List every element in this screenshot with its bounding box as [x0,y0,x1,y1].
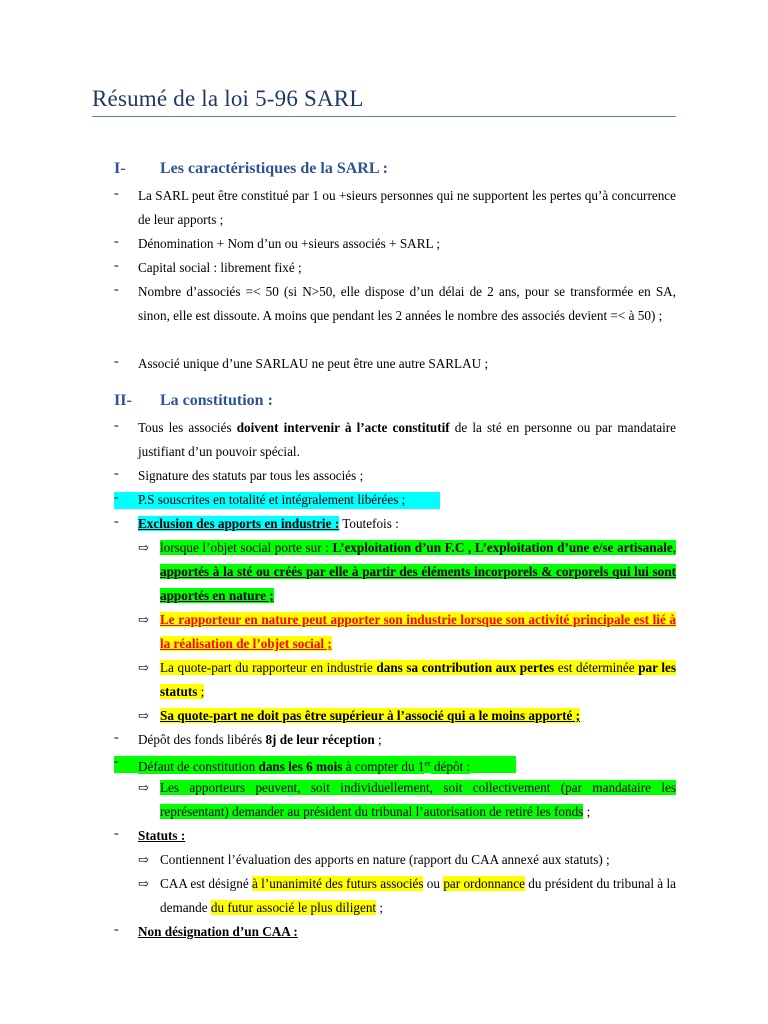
text-run: de la sté en personne ou par mandataire justifiant d’un pouvoir spécial. [138,420,676,459]
text-run: ; [376,900,384,915]
bold-text: dans les 6 mois [258,759,343,775]
highlighted-text: P.S souscrites en totalité et intégralement libérées ; [138,492,406,507]
text-run: ; [374,732,382,747]
list-item [138,824,676,848]
list-item [138,416,676,464]
bullet-marker: - [114,826,119,841]
arrow-icon: ⇨ [138,612,149,627]
text-run: dépôt : [430,759,471,775]
text-run: du président du tribunal à la demande [160,876,676,915]
bullet-marker: - [114,514,119,529]
sub-list-item: Contiennent l’évaluation des apports en nature (rapport du CAA annexé aux statuts) ; [160,852,610,867]
bullet-marker: - [114,234,119,249]
list-item: Signature des statuts par tous les associés ; [138,468,364,483]
arrow-icon: ⇨ [138,540,149,555]
section-2-heading [114,392,273,410]
arrow-icon: ⇨ [138,780,149,795]
text-run: à compter du 1 [342,759,425,775]
text-run: CAA est désigné [160,876,252,891]
bold-text: par les statuts [160,660,676,699]
section-1-title: Les caractéristiques de la SARL : [160,160,388,177]
arrow-icon: ⇨ [138,708,149,723]
highlighted-text: Les apporteurs peuvent, soit individuellement, soit collectivement (par mandataire les représentant) demander au président du tribunal l’autorisation de retiré les fonds [160,780,676,819]
list-item: Dénomination + Nom d’un ou +sieurs associés + SARL ; [138,236,441,251]
bullet-marker: - [114,754,119,769]
underlined-bold-text: Exclusion des apports en industrie : [138,516,340,531]
text-run: ; [197,684,205,699]
list-item: Nombre d’associés =< 50 (si N>50, elle dispose d’un délai de 2 ans, pour se transformée en SA, sinon, elle est dissoute. A moins que pendant les 2 années le nombre des associés devient =< à 50) ; [138,284,676,323]
arrow-icon: ⇨ [138,660,149,675]
text-run: ; [583,804,591,819]
sub-list-item [160,704,676,728]
section-1-number: I- [114,160,126,177]
list-item: Capital social : librement fixé ; [138,260,302,275]
underlined-bold-text: Non désignation d’un CAA : [138,924,298,939]
sub-list-item [160,656,676,704]
bullet-marker: - [114,258,119,273]
sub-list-item [160,608,676,656]
highlighted-text: du futur associé le plus diligent [210,900,377,915]
bullet-marker: - [114,354,119,369]
list-item [138,728,676,752]
list-item: La SARL peut être constitué par 1 ou +sieurs personnes qui ne supportent les pertes qu’à concurrence de leur apports ; [138,188,676,227]
bold-text: L’exploitation d’un F.C , L’exploitation d’une e/se artisanale [332,540,673,555]
section-2-title: La constitution : [160,392,273,409]
text-run: Tous les associés [138,420,237,435]
sub-list-item [160,872,676,920]
bullet-marker: - [114,418,119,433]
title-underline [92,116,676,117]
bullet-marker: - [114,186,119,201]
list-item: Associé unique d’une SARLAU ne peut être une autre SARLAU ; [138,356,489,371]
highlighted-text: par ordonnance [443,876,525,891]
superscript: er [424,759,431,768]
bold-text: doivent intervenir à l’acte constitutif [236,420,450,435]
bold-text: 8j de leur réception [265,732,375,747]
underlined-bold-text: Statuts : [138,828,186,843]
bullet-marker: - [114,282,119,297]
sub-list-item [160,776,676,824]
highlighted-text: à l’unanimité des futurs associés [252,876,424,891]
arrow-icon: ⇨ [138,852,149,867]
text-run: Toutefois : [339,516,399,531]
highlighted-text: lorsque l’objet social porte sur : [160,540,333,555]
bullet-marker: - [114,490,119,505]
list-item [138,920,676,944]
text-run: est déterminée [554,660,639,675]
arrow-icon: ⇨ [138,876,149,891]
highlighted-text: Défaut de constitution [138,759,259,775]
sub-list-item [160,536,676,608]
list-item [138,512,676,536]
text-run: , [672,540,677,555]
bold-text: dans sa contribution aux pertes [376,660,555,675]
bullet-marker: - [114,922,119,937]
section-1-heading [114,160,388,178]
page-title: Résumé de la loi 5-96 SARL [92,86,364,111]
list-item [138,488,676,512]
text-run: Dépôt des fonds libérés [138,732,266,747]
bullet-marker: - [114,466,119,481]
text-run: ou [423,876,444,891]
underlined-bold-text: Le rapporteur en nature peut apporter son industrie lorsque son activité principale est lié à la réalisation de l’objet social ; [160,612,676,651]
underlined-bold-text: apportés à la sté ou créés par elle à partir des éléments incorporels & corporels qui lui sont apportés en nature ; [160,564,676,603]
underlined-bold-text: Sa quote-part ne doit pas être supérieur à l’associé qui a le moins apporté ; [160,708,581,723]
section-2-number: II- [114,392,132,409]
highlighted-text: La quote-part du rapporteur en industrie [160,660,377,675]
bullet-marker: - [114,730,119,745]
